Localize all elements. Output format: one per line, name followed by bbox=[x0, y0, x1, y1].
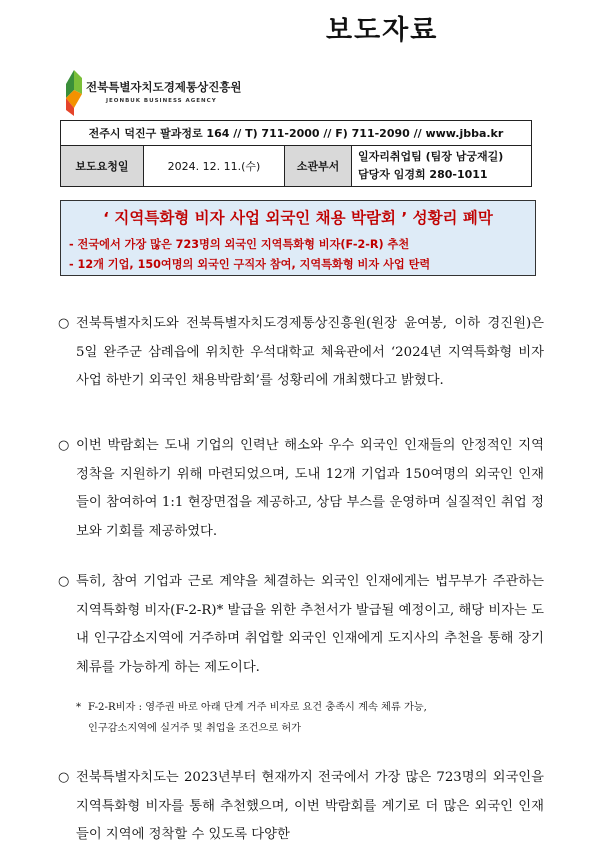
org-emblem-icon bbox=[64, 68, 86, 118]
contact-line: 전주시 덕진구 팔과정로 164 // T) 711-2000 // F) 711-2090 // www.jbba.kr bbox=[61, 121, 532, 146]
headline-subtitle-2: - 12개 기업, 150여명의 외국인 구직자 참여, 지역특화형 비자 사업 탄력 bbox=[69, 258, 431, 271]
request-date-label: 보도요청일 bbox=[61, 146, 144, 187]
bullet-icon: ○ bbox=[58, 574, 70, 589]
dept-team: 일자리취업팀 (팀장 남궁재길) bbox=[358, 150, 504, 163]
dept-info bbox=[352, 146, 532, 187]
paragraph-1-text: 전북특별자치도와 전북특별자치도경제통상진흥원(원장 윤여봉, 이하 경진원)은 5일 완주군 삼례읍에 위치한 우석대학교 체육관에서 ‘2024년 지역특화형 비자 사업 하반기 외국인 채용박람회’를 성황리에 개최했다고 밝혔다. bbox=[76, 316, 544, 388]
org-name: 전북특별자치도경제통상진흥원 bbox=[86, 80, 242, 94]
org-logo bbox=[64, 68, 254, 118]
headline-box bbox=[60, 200, 536, 276]
bullet-icon: ○ bbox=[58, 438, 70, 453]
footnote bbox=[76, 697, 544, 739]
request-date: 2024. 12. 11.(수) bbox=[144, 146, 285, 187]
headline-subtitle-1: - 전국에서 가장 많은 723명의 외국인 지역특화형 비자(F-2-R) 추천 bbox=[69, 238, 410, 251]
paragraph-2-text: 이번 박람회는 도내 기업의 인력난 해소와 우수 외국인 인재들의 안정적인 지역 정착을 지원하기 위해 마련되었으며, 도내 12개 기업과 150여명의 외국인 인재들이 참여하여 1:1 현장면접을 제공하고, 상담 부스를 운영하며 실질적인 취업 정보와 기회를 제공하였다. bbox=[76, 438, 544, 539]
document-title: 보도자료 bbox=[326, 15, 439, 46]
headline-title: ‘ 지역특화형 비자 사업 외국인 채용 박람회 ’ 성황리 폐막 bbox=[103, 209, 493, 227]
paragraph-4 bbox=[58, 764, 544, 850]
bullet-icon: ○ bbox=[58, 770, 70, 785]
footnote-line-1: F-2-R비자 : 영주권 바로 아래 단계 거주 비자로 요건 충족시 계속 체류 가능, bbox=[88, 702, 427, 713]
dept-contact: 담당자 임경희 280-1011 bbox=[358, 168, 488, 181]
dept-label: 소관부서 bbox=[285, 146, 352, 187]
footnote-marker: * bbox=[76, 702, 82, 713]
footnote-line-2: 인구감소지역에 실거주 및 취업을 조건으로 허가 bbox=[88, 723, 302, 734]
paragraph-3-text: 특히, 참여 기업과 근로 계약을 체결하는 외국인 인재에게는 법무부가 주관하는 지역특화형 비자(F-2-R)* 발급을 위한 추천서가 발급될 예정이고, 해당 비자는 도내 인구감소지역에 거주하며 취업할 외국인 인재에게 도지사의 추천을 통해 장기 체류를 가능하게 하는 제도이다. bbox=[76, 574, 544, 675]
paragraph-1 bbox=[58, 310, 544, 396]
org-name-en: JEONBUK BUSINESS AGENCY bbox=[106, 98, 217, 104]
paragraph-4-text: 전북특별자치도는 2023년부터 현재까지 전국에서 가장 많은 723명의 외국인을 지역특화형 비자를 통해 추천했으며, 이번 박람회를 계기로 더 많은 외국인 인재들이 지역에 정착할 수 있도록 다양한 bbox=[76, 770, 544, 842]
paragraph-2 bbox=[58, 432, 544, 546]
bullet-icon: ○ bbox=[58, 316, 70, 331]
paragraph-3 bbox=[58, 568, 544, 682]
info-table bbox=[60, 120, 532, 187]
